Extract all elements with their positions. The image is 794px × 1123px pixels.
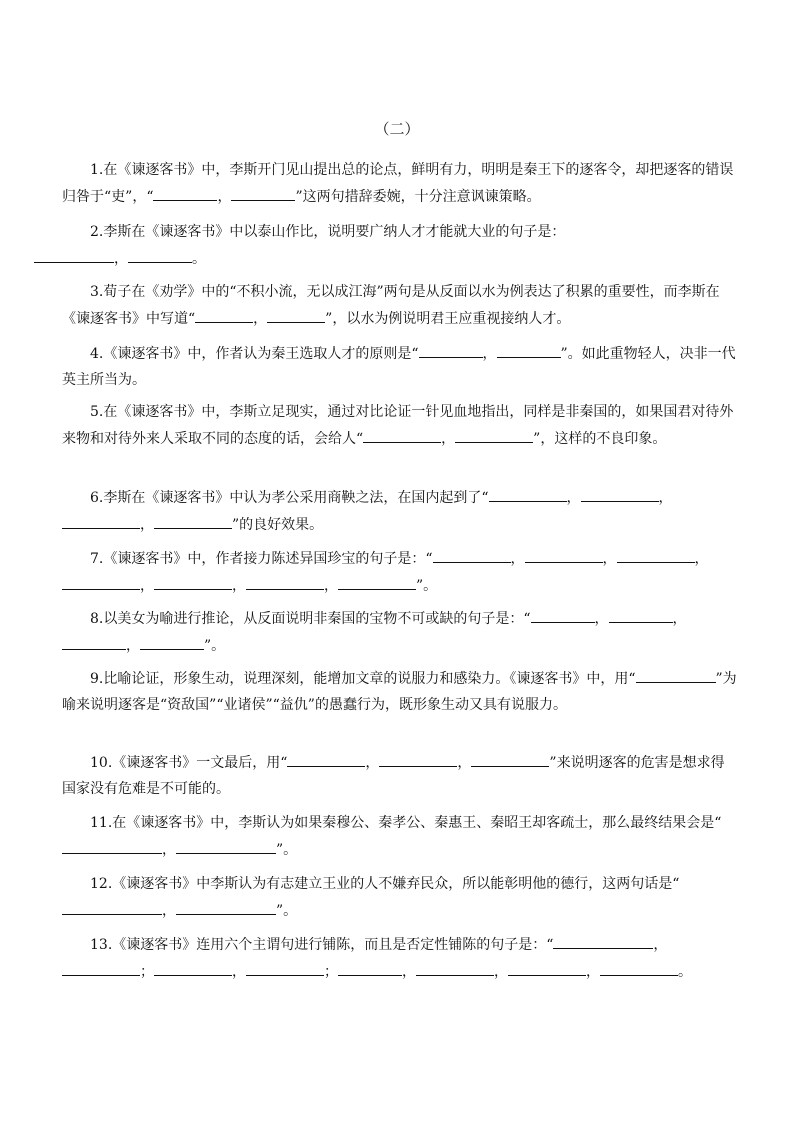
answer-blank[interactable] [338, 958, 402, 976]
question-10: 10.《谏逐客书》一文最后，用“ ， ， ”来说明逐客的危害是想求得国家没有危难是不可能的。 [62, 749, 738, 802]
answer-blank[interactable] [128, 245, 192, 263]
question-5: 5.在《谏逐客书》中，李斯立足现实，通过对比论证一针见血地指出，同样是非秦国的，如果国君对待外来物和对待外来人采取不同的态度的话，会给人“ ， ”，这样的不良印象。 [62, 404, 734, 447]
answer-blank[interactable] [338, 572, 416, 590]
question-4: 4.《谏逐客书》中，作者认为秦王选取人才的原则是“ ， ”。如此重物轻人，决非一代英主所当为。 [62, 340, 738, 393]
answer-blank[interactable] [287, 749, 365, 767]
answer-blank[interactable] [497, 340, 561, 358]
answer-blank[interactable] [154, 511, 232, 529]
answer-blank[interactable] [489, 484, 567, 502]
answer-blank[interactable] [153, 183, 217, 201]
answer-blank[interactable] [62, 511, 140, 529]
question-9: 9.比喻论证，形象生动，说理深刻，能增加文章的说服力和感染力。《谏逐客书》中，用“ ”为喻来说明逐客是“资敌国”“业诸侯”“益仇”的愚蠢行为，既形象生动又具有说服力。 [62, 665, 738, 718]
answer-blank[interactable] [581, 484, 659, 502]
answer-blank[interactable] [617, 545, 695, 563]
answer-blank[interactable] [416, 958, 494, 976]
answer-blank[interactable] [471, 749, 549, 767]
question-2: 2.李斯在《谏逐客书》中以泰山作比，说明要广纳人才才能就大业的句子是： ， 。 [62, 219, 738, 272]
answer-blank[interactable] [433, 545, 511, 563]
answer-blank[interactable] [62, 572, 140, 590]
section-title: （二） [374, 120, 420, 138]
answer-blank[interactable] [419, 340, 483, 358]
answer-blank[interactable] [525, 545, 603, 563]
question-11: 11.在《谏逐客书》中，李斯认为如果秦穆公、秦孝公、秦惠王、秦昭王却客疏士，那么最终结果会是“， ”。 [62, 810, 738, 863]
answer-blank[interactable] [62, 836, 162, 854]
answer-blank[interactable] [231, 183, 295, 201]
answer-blank[interactable] [246, 572, 324, 590]
question-8: 8.以美女为喻进行推论，从反面说明非秦国的宝物不可或缺的句子是：“ ， ，， ”。 [62, 605, 738, 659]
answer-blank[interactable] [508, 958, 586, 976]
answer-blank[interactable] [379, 749, 457, 767]
answer-blank[interactable] [455, 425, 533, 443]
question-13: 13.《谏逐客书》连用六个主谓句进行铺陈，而且是否定性铺陈的句子是：“ ，； ， ； ， ， ， 。 [62, 931, 738, 985]
answer-blank[interactable] [553, 931, 653, 949]
answer-blank[interactable] [140, 632, 204, 650]
answer-blank[interactable] [600, 958, 678, 976]
question-6: 6.李斯在《谏逐客书》中认为孝公采用商鞅之法，在国内起到了“ ， ，， ”的良好效果。 [62, 484, 738, 538]
answer-blank[interactable] [34, 245, 114, 263]
answer-blank[interactable] [154, 572, 232, 590]
answer-blank[interactable] [62, 897, 162, 915]
answer-blank[interactable] [636, 665, 716, 683]
answer-blank[interactable] [609, 605, 673, 623]
answer-blank[interactable] [531, 605, 595, 623]
answer-blank[interactable] [267, 305, 325, 323]
question-3: 3.荀子在《劝学》中的“不积小流，无以成江海”两句是从反面以水为例表达了积累的重要性，而李斯在《谏逐客书》中写道“ ， ”，以水为例说明君王应重视接纳人才。 [62, 284, 720, 327]
answer-blank[interactable] [363, 425, 441, 443]
answer-blank[interactable] [195, 305, 253, 323]
answer-blank[interactable] [176, 836, 276, 854]
answer-blank[interactable] [154, 958, 232, 976]
question-1: 1.在《谏逐客书》中，李斯开门见山提出总的论点，鲜明有力，明明是秦王下的逐客令，却把逐客的错误归咎于“吏”，“ ， ”这两句措辞委婉，十分注意讽谏策略。 [62, 162, 734, 205]
answer-blank[interactable] [62, 632, 126, 650]
answer-blank[interactable] [176, 897, 276, 915]
question-12: 12.《谏逐客书》中李斯认为有志建立王业的人不嫌弃民众，所以能彰明他的德行，这两句话是“， ”。 [62, 871, 738, 924]
question-7: 7.《谏逐客书》中，作者接力陈述异国珍宝的句子是：“ ， ， ，， ， ， ”。 [62, 545, 738, 599]
answer-blank[interactable] [62, 958, 140, 976]
answer-blank[interactable] [246, 958, 324, 976]
